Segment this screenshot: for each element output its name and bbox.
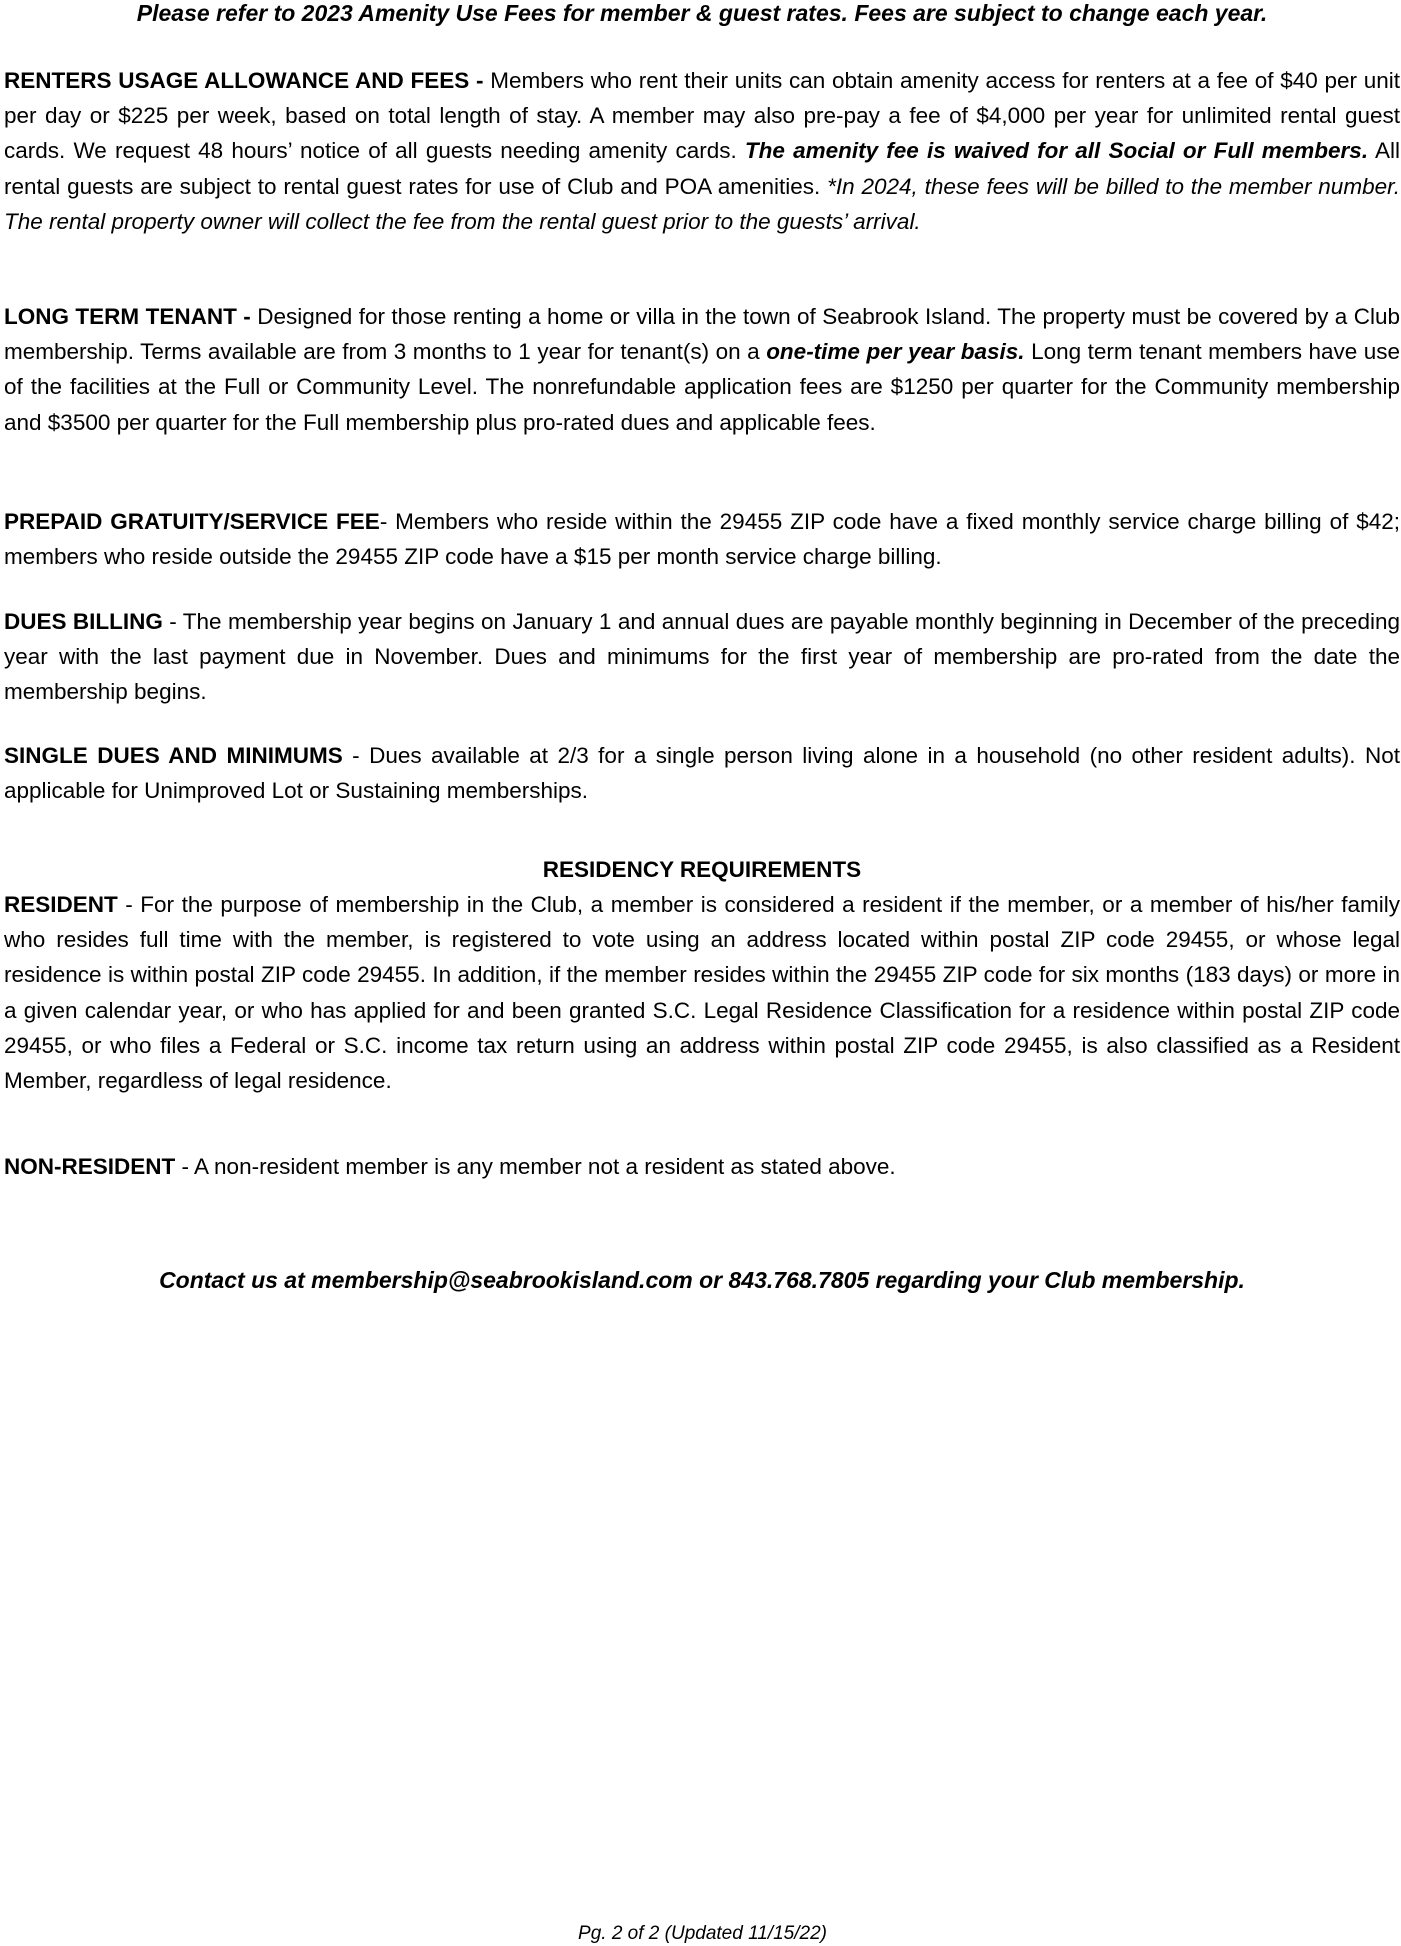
long-term-tenant-text-2: Long term tenant members have use of the facilities at the Full or Community Level. The nonrefundable application fees are $1250 per quarter for the Community membership and $3500 per quarter for the Full membership plus pro-rated dues and applicable fees. (4, 339, 1401, 435)
single-dues-title: SINGLE DUES AND MINIMUMS (4, 743, 343, 768)
renters-usage-text-2: All rental guests are subject to rental guest rates for use of Club and POA amenities. (4, 138, 1401, 199)
renters-usage-text: Members who rent their units can obtain amenity access for renters at a fee of $40 per unit per day or $225 per week, based on total length of stay. A member may also pre-pay a fee of $4,000 per year for unlimited rental guest cards. We request 48 hours’ notice of all guests needing amenity cards. (4, 68, 1400, 164)
long-term-tenant-text: Designed for those renting a home or villa in the town of Seabrook Island. The property must be covered by a Club membership. Terms available are from 3 months to 1 year for tenant(s) on a (4, 304, 1400, 365)
non-resident-section (4, 1149, 1400, 1184)
long-term-tenant-section (4, 299, 1400, 440)
gratuity-text: - Members who reside within the 29455 ZIP code have a fixed monthly service charge billing of $42; members who reside outside the 29455 ZIP code have a $15 per month service charge billing. (4, 509, 1400, 570)
renters-usage-note: *In 2024, these fees will be billed to the member number. The rental property owner will collect the fee from the rental guest prior to the guests’ arrival. (4, 173, 1401, 234)
document-page (4, 0, 1401, 1946)
dues-billing-title: DUES BILLING (4, 609, 163, 634)
single-dues-section (4, 738, 1400, 808)
contact-line: Contact us at membership@seabrookisland.com or 843.768.7805 regarding your Club membership. (159, 1267, 1245, 1293)
fee-notice: Please refer to 2023 Amenity Use Fees for member & guest rates. Fees are subject to change each year. (136, 0, 1268, 26)
single-dues-text: - Dues available at 2/3 for a single person living alone in a household (no other resident adults). Not applicable for Unimproved Lot or Sustaining memberships. (4, 743, 1400, 804)
renters-usage-section (4, 63, 1400, 239)
long-term-tenant-emphasis: one-time per year basis. (766, 339, 1025, 365)
dues-billing-section (4, 604, 1400, 710)
non-resident-title: NON-RESIDENT (4, 1154, 176, 1179)
resident-text: - For the purpose of membership in the Club, a member is considered a resident if the member, or a member of his/her family who resides full time with the member, is registered to vote using an address located within postal ZIP code 29455, or whose legal residence is within postal ZIP code 29455. In addition, if the member resides within the 29455 ZIP code for six months (183 days) or more in a given calendar year, or who has applied for and been granted S.C. Legal Residence Classification for a residence within postal ZIP code 29455, or who files a Federal or S.C. income tax return using an address within postal ZIP code 29455, is also classified as a Resident Member, regardless of legal residence. (4, 892, 1400, 1094)
renters-usage-emphasis: The amenity fee is waived for all Social or Full members. (744, 138, 1369, 164)
residency-heading: RESIDENCY REQUIREMENTS (542, 857, 862, 882)
gratuity-title: PREPAID GRATUITY/SERVICE FEE (4, 509, 380, 534)
long-term-tenant-title: LONG TERM TENANT - (4, 304, 251, 329)
non-resident-text: - A non-resident member is any member not a resident as stated above. (175, 1154, 896, 1179)
gratuity-section (4, 504, 1400, 574)
dues-billing-text: - The membership year begins on January 1 and annual dues are payable monthly beginning in December of the preceding year with the last payment due in November. Dues and minimums for the first year of membership are pro-rated from the date the membership begins. (4, 609, 1400, 705)
resident-section (4, 887, 1400, 1098)
resident-title: RESIDENT (4, 892, 118, 917)
page-footer: Pg. 2 of 2 (Updated 11/15/22) (578, 1923, 827, 1944)
renters-usage-title: RENTERS USAGE ALLOWANCE AND FEES - (4, 68, 484, 93)
